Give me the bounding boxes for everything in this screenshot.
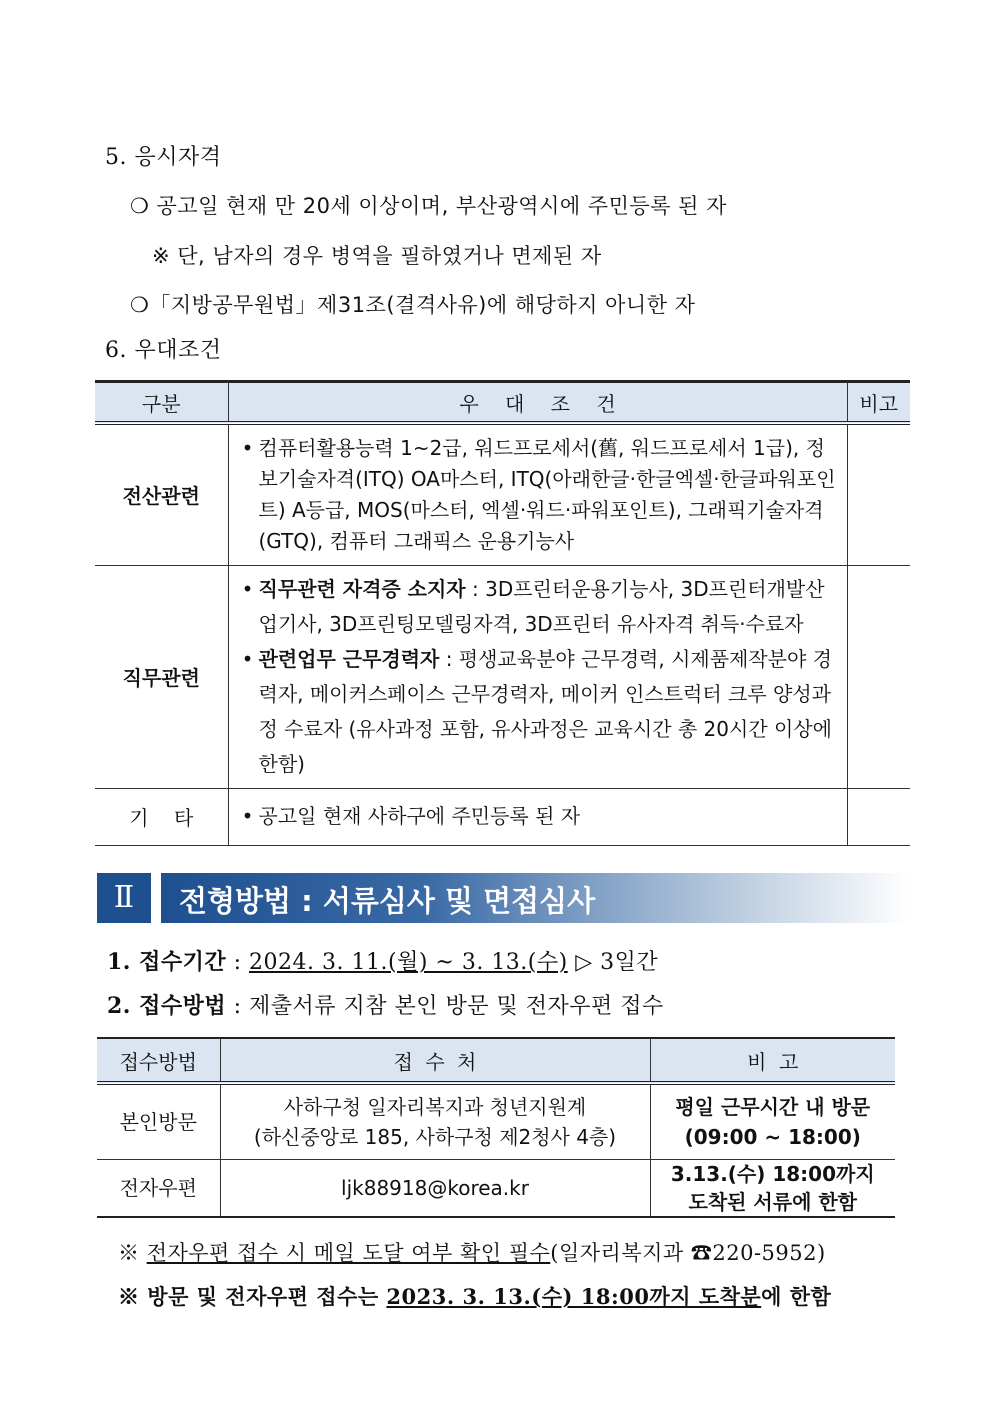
remarks-cell: 평일 근무시간 내 방문 (09:00 ~ 18:00): [650, 1083, 895, 1159]
note-email-check: ※ 전자우편 접수 시 메일 도달 여부 확인 필수(일자리복지과 ☎220-5952): [118, 1241, 826, 1265]
method-cell: 본인방문: [97, 1083, 220, 1159]
place-cell: 사하구청 일자리복지과 청년지원계 (하신중앙로 185, 사하구청 제2청사 4층): [220, 1083, 650, 1159]
table-row: [97, 1083, 895, 1159]
email-link[interactable]: ljk88918@korea.kr: [220, 1159, 650, 1217]
condition-item: • 컴퓨터활용능력 1~2급, 워드프로세서(舊, 워드프로세서 1급), 정보기술자격(ITQ) OA마스터, ITQ(아래한글·한글엑셀·한글파워포인트) A등급, MOS(마스터, 엑셀·워드·파워포인트), 그래픽기술자격(GTQ), 컴퓨터 그래픽스 운용기능사: [241, 435, 836, 553]
row-category: 기 타: [95, 788, 228, 845]
row-category: 전산관련: [95, 423, 228, 565]
method-cell: 전자우편: [97, 1159, 220, 1217]
remarks-cell: 3.13.(수) 18:00까지 도착된 서류에 한함: [650, 1159, 895, 1217]
row-remarks: [847, 788, 910, 845]
header-remarks: 비고: [847, 382, 910, 424]
qualification-note: ※ 단, 남자의 경우 병역을 필하였거나 면제된 자: [152, 244, 602, 268]
table-row: [97, 1159, 895, 1217]
header-category: 구분: [95, 382, 228, 424]
submission-table: [97, 1037, 895, 1218]
section-6-title: 6. 우대조건: [105, 338, 222, 363]
section-banner: [161, 873, 910, 923]
table-row: [95, 788, 910, 845]
table-row: [95, 423, 910, 565]
application-method: 2. 접수방법 : 제출서류 지참 본인 방문 및 전자우편 접수: [107, 993, 664, 1019]
table-row: [95, 565, 910, 788]
row-remarks: [847, 423, 910, 565]
condition-item: • 직무관련 자격증 소지자 : 3D프린터운용기능사, 3D프린터개발산업기사, 3D프린팅모델링자격, 3D프린터 유사자격 취득·수료자: [241, 576, 825, 636]
preference-table: [95, 380, 910, 846]
header-conditions: 우 대 조 건: [228, 382, 847, 424]
section-5-title: 5. 응시자격: [105, 145, 222, 170]
header-place: 접 수 처: [220, 1038, 650, 1083]
section-title: 전형방법 : 서류심사 및 면접심사: [179, 884, 596, 918]
condition-item: • 관련업무 근무경력자 : 평생교육분야 근무경력, 시제품제작분야 경력자, 메이커스페이스 근무경력자, 메이커 인스트럭터 크루 양성과정 수료자 (유사과정 포함, 유사과정은 교육시간 총 20시간 이상에 한함): [241, 646, 832, 776]
table-header-row: [95, 382, 910, 424]
section-number: Ⅱ: [97, 873, 151, 923]
note-deadline: ※ 방문 및 전자우편 접수는 2023. 3. 13.(수) 18:00까지 도착분에 한함: [118, 1284, 832, 1309]
table-header-row: [97, 1038, 895, 1083]
row-remarks: [847, 565, 910, 788]
condition-item: • 공고일 현재 사하구에 주민등록 된 자: [241, 804, 581, 828]
qualification-item: ❍「지방공무원법」제31조(결격사유)에 해당하지 아니한 자: [130, 293, 696, 317]
header-method: 접수방법: [97, 1038, 220, 1083]
application-period: 1. 접수기간 : 2024. 3. 11.(월) ~ 3. 13.(수) ▷ 3일간: [107, 949, 659, 975]
qualification-item: ❍ 공고일 현재 만 20세 이상이며, 부산광역시에 주민등록 된 자: [130, 194, 727, 218]
row-category: 직무관련: [95, 565, 228, 788]
header-remarks: 비 고: [650, 1038, 895, 1083]
